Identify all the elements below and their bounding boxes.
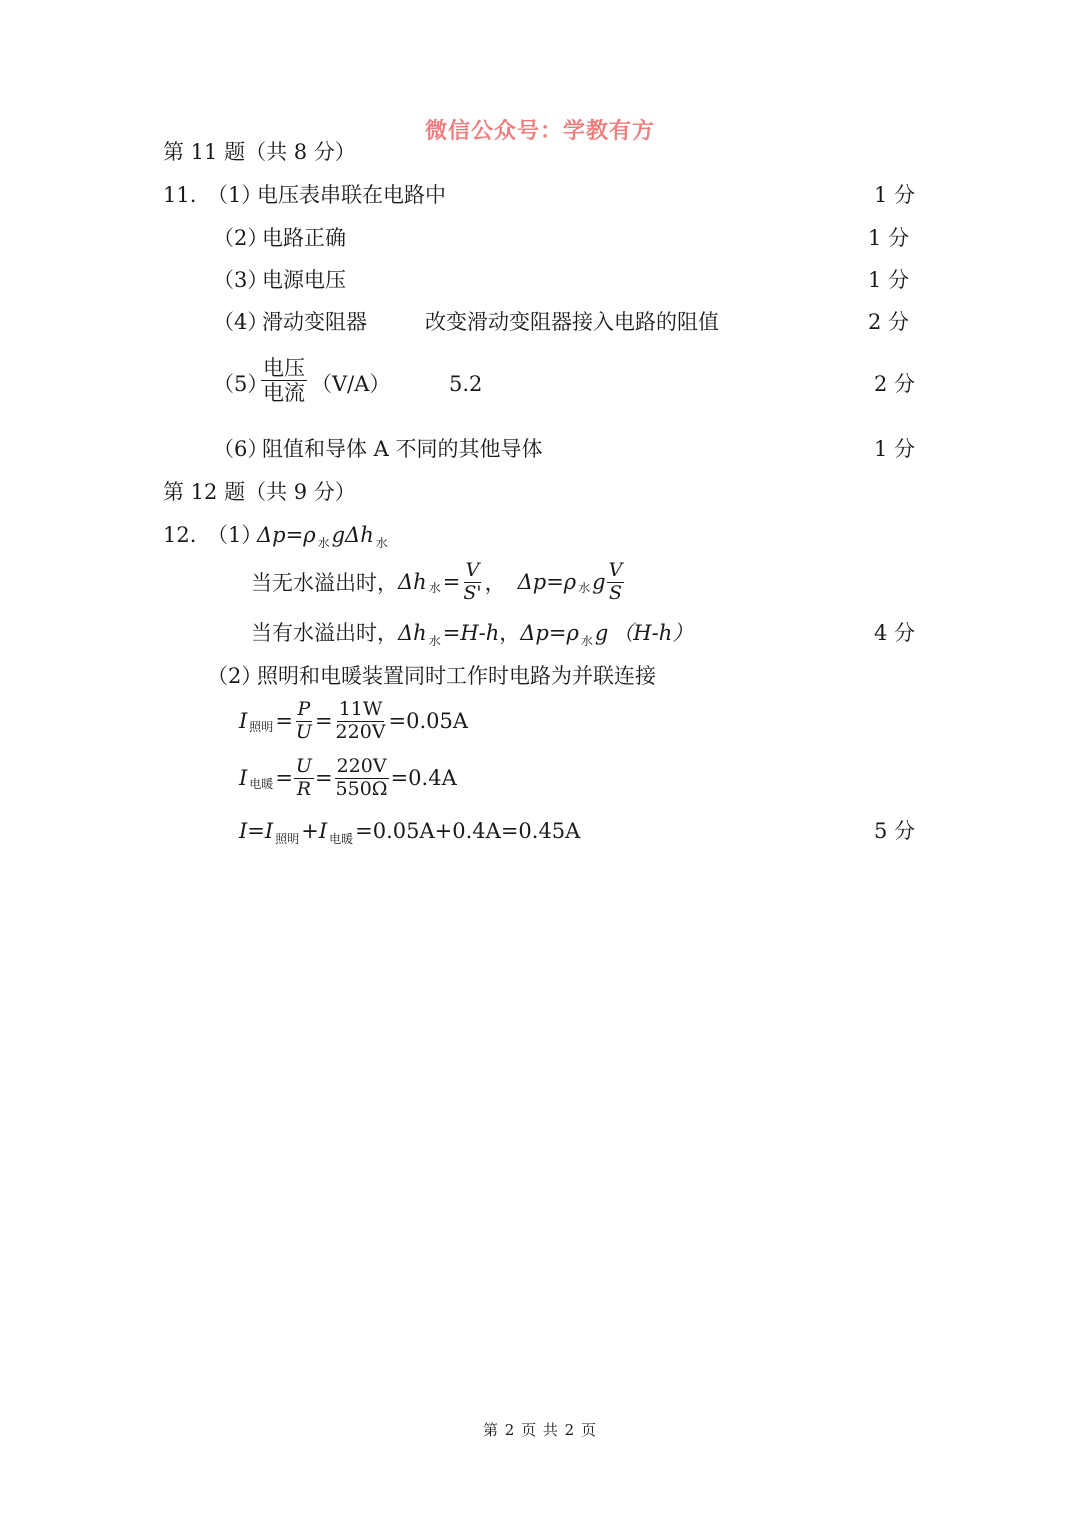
equals: = (275, 709, 293, 734)
q11-item5-score: 2 分 (873, 372, 915, 396)
subscript-water: 水 (317, 536, 330, 550)
fraction-numerator: U (295, 755, 312, 777)
subscript-water: 水 (580, 634, 593, 648)
fraction-numerator: P (297, 698, 311, 720)
current-symbol: I (239, 819, 248, 843)
q11-item6-score: 1 分 (873, 437, 915, 461)
q11-item4-label: （4） (213, 310, 269, 334)
equals: = (442, 570, 461, 595)
plus: + (301, 819, 319, 843)
delta-h: Δh (345, 523, 374, 547)
q12-p1-equation (257, 523, 390, 550)
q12-p2-eqA (239, 700, 468, 743)
subscript-lighting: 照明 (275, 832, 300, 846)
q11-item1-label: （1） (207, 183, 263, 207)
fraction-numerator: V (608, 559, 623, 581)
subscript-lighting: 照明 (249, 719, 274, 734)
q11-item4-text: 滑动变阻器 (262, 310, 367, 334)
fraction-denominator: S (608, 581, 622, 604)
q12-p1-score: 4 分 (873, 621, 915, 645)
q11-number: 11. (163, 183, 197, 207)
q11-item1-score: 1 分 (873, 183, 915, 207)
fraction-denominator: R (296, 777, 312, 800)
q11-item6-text: 阻值和导体 A 不同的其他导体 (262, 437, 543, 461)
result: =0.4A (390, 766, 457, 791)
equals: = (247, 819, 265, 843)
separator: ， (499, 621, 521, 645)
q12-p1-label: （1） (207, 523, 263, 547)
equals: = (548, 621, 567, 645)
subscript-water: 水 (428, 634, 441, 648)
equals: = (285, 523, 304, 547)
q11-item2-label: （2） (213, 226, 269, 250)
current-symbol: I (239, 766, 248, 791)
q11-item4-score: 2 分 (867, 310, 909, 334)
subscript-water: 水 (428, 580, 441, 595)
delta-p: Δp (257, 523, 286, 547)
delta-h: Δh (398, 621, 427, 645)
delta-p: Δp (517, 570, 547, 595)
g: g (594, 621, 609, 645)
watermark-text: 微信公众号：学教有方 (424, 119, 655, 144)
fraction-denominator: S' (463, 581, 482, 604)
subscript-water: 水 (578, 580, 591, 595)
fraction-denominator: U (295, 720, 312, 743)
condition-no-overflow: 当无水溢出时， (251, 571, 398, 596)
q12-p1-line3 (251, 621, 694, 648)
q11-item5-unit: （V/A） (311, 372, 391, 396)
fraction-numerator: 220V (336, 755, 387, 777)
fraction-denominator: 220V (335, 720, 386, 743)
subscript-heater: 电暖 (249, 776, 274, 791)
equals: = (314, 766, 333, 791)
q11-item2-score: 1 分 (867, 226, 909, 250)
q12-p2-text: 照明和电暖装置同时工作时电路为并联连接 (257, 664, 656, 688)
q12-number: 12. (163, 523, 197, 547)
g: g (331, 523, 346, 547)
q11-item5-fraction (260, 357, 308, 404)
q12-p2-eqB (239, 757, 457, 800)
equals: = (314, 709, 333, 734)
rho: ρ (563, 570, 577, 595)
result: =0.05A+0.4A=0.45A (355, 819, 581, 843)
q12-p2-eqC (239, 819, 581, 846)
rho: ρ (566, 621, 579, 645)
equals: = (275, 766, 293, 791)
expression-paren: （H-h） (612, 621, 694, 645)
q12-p2-label: （2） (207, 664, 263, 688)
q11-item3-label: （3） (213, 268, 269, 292)
current-symbol: I (239, 709, 248, 734)
q12-p1-line2 (251, 561, 625, 604)
equals: = (546, 570, 564, 595)
fraction-denominator: 550Ω (335, 777, 388, 800)
q11-item2-text: 电路正确 (262, 226, 346, 250)
q11-item4-text2: 改变滑动变阻器接入电路的阻值 (425, 310, 719, 334)
fraction-numerator: 电压 (263, 356, 305, 380)
fraction-numerator: 11W (338, 698, 383, 720)
q11-header: 第 11 题（共 8 分） (163, 140, 356, 164)
q11-item3-score: 1 分 (867, 268, 909, 292)
q12-p2-score: 5 分 (873, 819, 915, 843)
q11-item5-label: （5） (213, 372, 269, 396)
delta-h: Δh (398, 570, 427, 595)
condition-overflow: 当有水溢出时， (251, 621, 398, 645)
delta-p: Δp (520, 621, 549, 645)
subscript-water: 水 (375, 536, 388, 550)
current-symbol: I (264, 819, 274, 843)
g: g (592, 570, 606, 595)
fraction-numerator: V (465, 559, 480, 581)
q11-item5-value: 5.2 (449, 372, 483, 396)
q12-header: 第 12 题（共 9 分） (163, 480, 356, 504)
fraction-denominator: 电流 (263, 381, 305, 406)
q11-item1-text: 电压表串联在电路中 (257, 183, 446, 207)
separator: ， (484, 571, 506, 596)
subscript-heater: 电暖 (329, 832, 354, 846)
expression-H-minus-h: =H-h (442, 621, 500, 645)
q11-item3-text: 电源电压 (262, 268, 346, 292)
rho: ρ (303, 523, 316, 547)
page-footer: 第 2 页 共 2 页 (483, 1421, 597, 1439)
result: =0.05A (388, 709, 469, 734)
current-symbol: I (318, 819, 328, 843)
q11-item6-label: （6） (213, 437, 269, 461)
